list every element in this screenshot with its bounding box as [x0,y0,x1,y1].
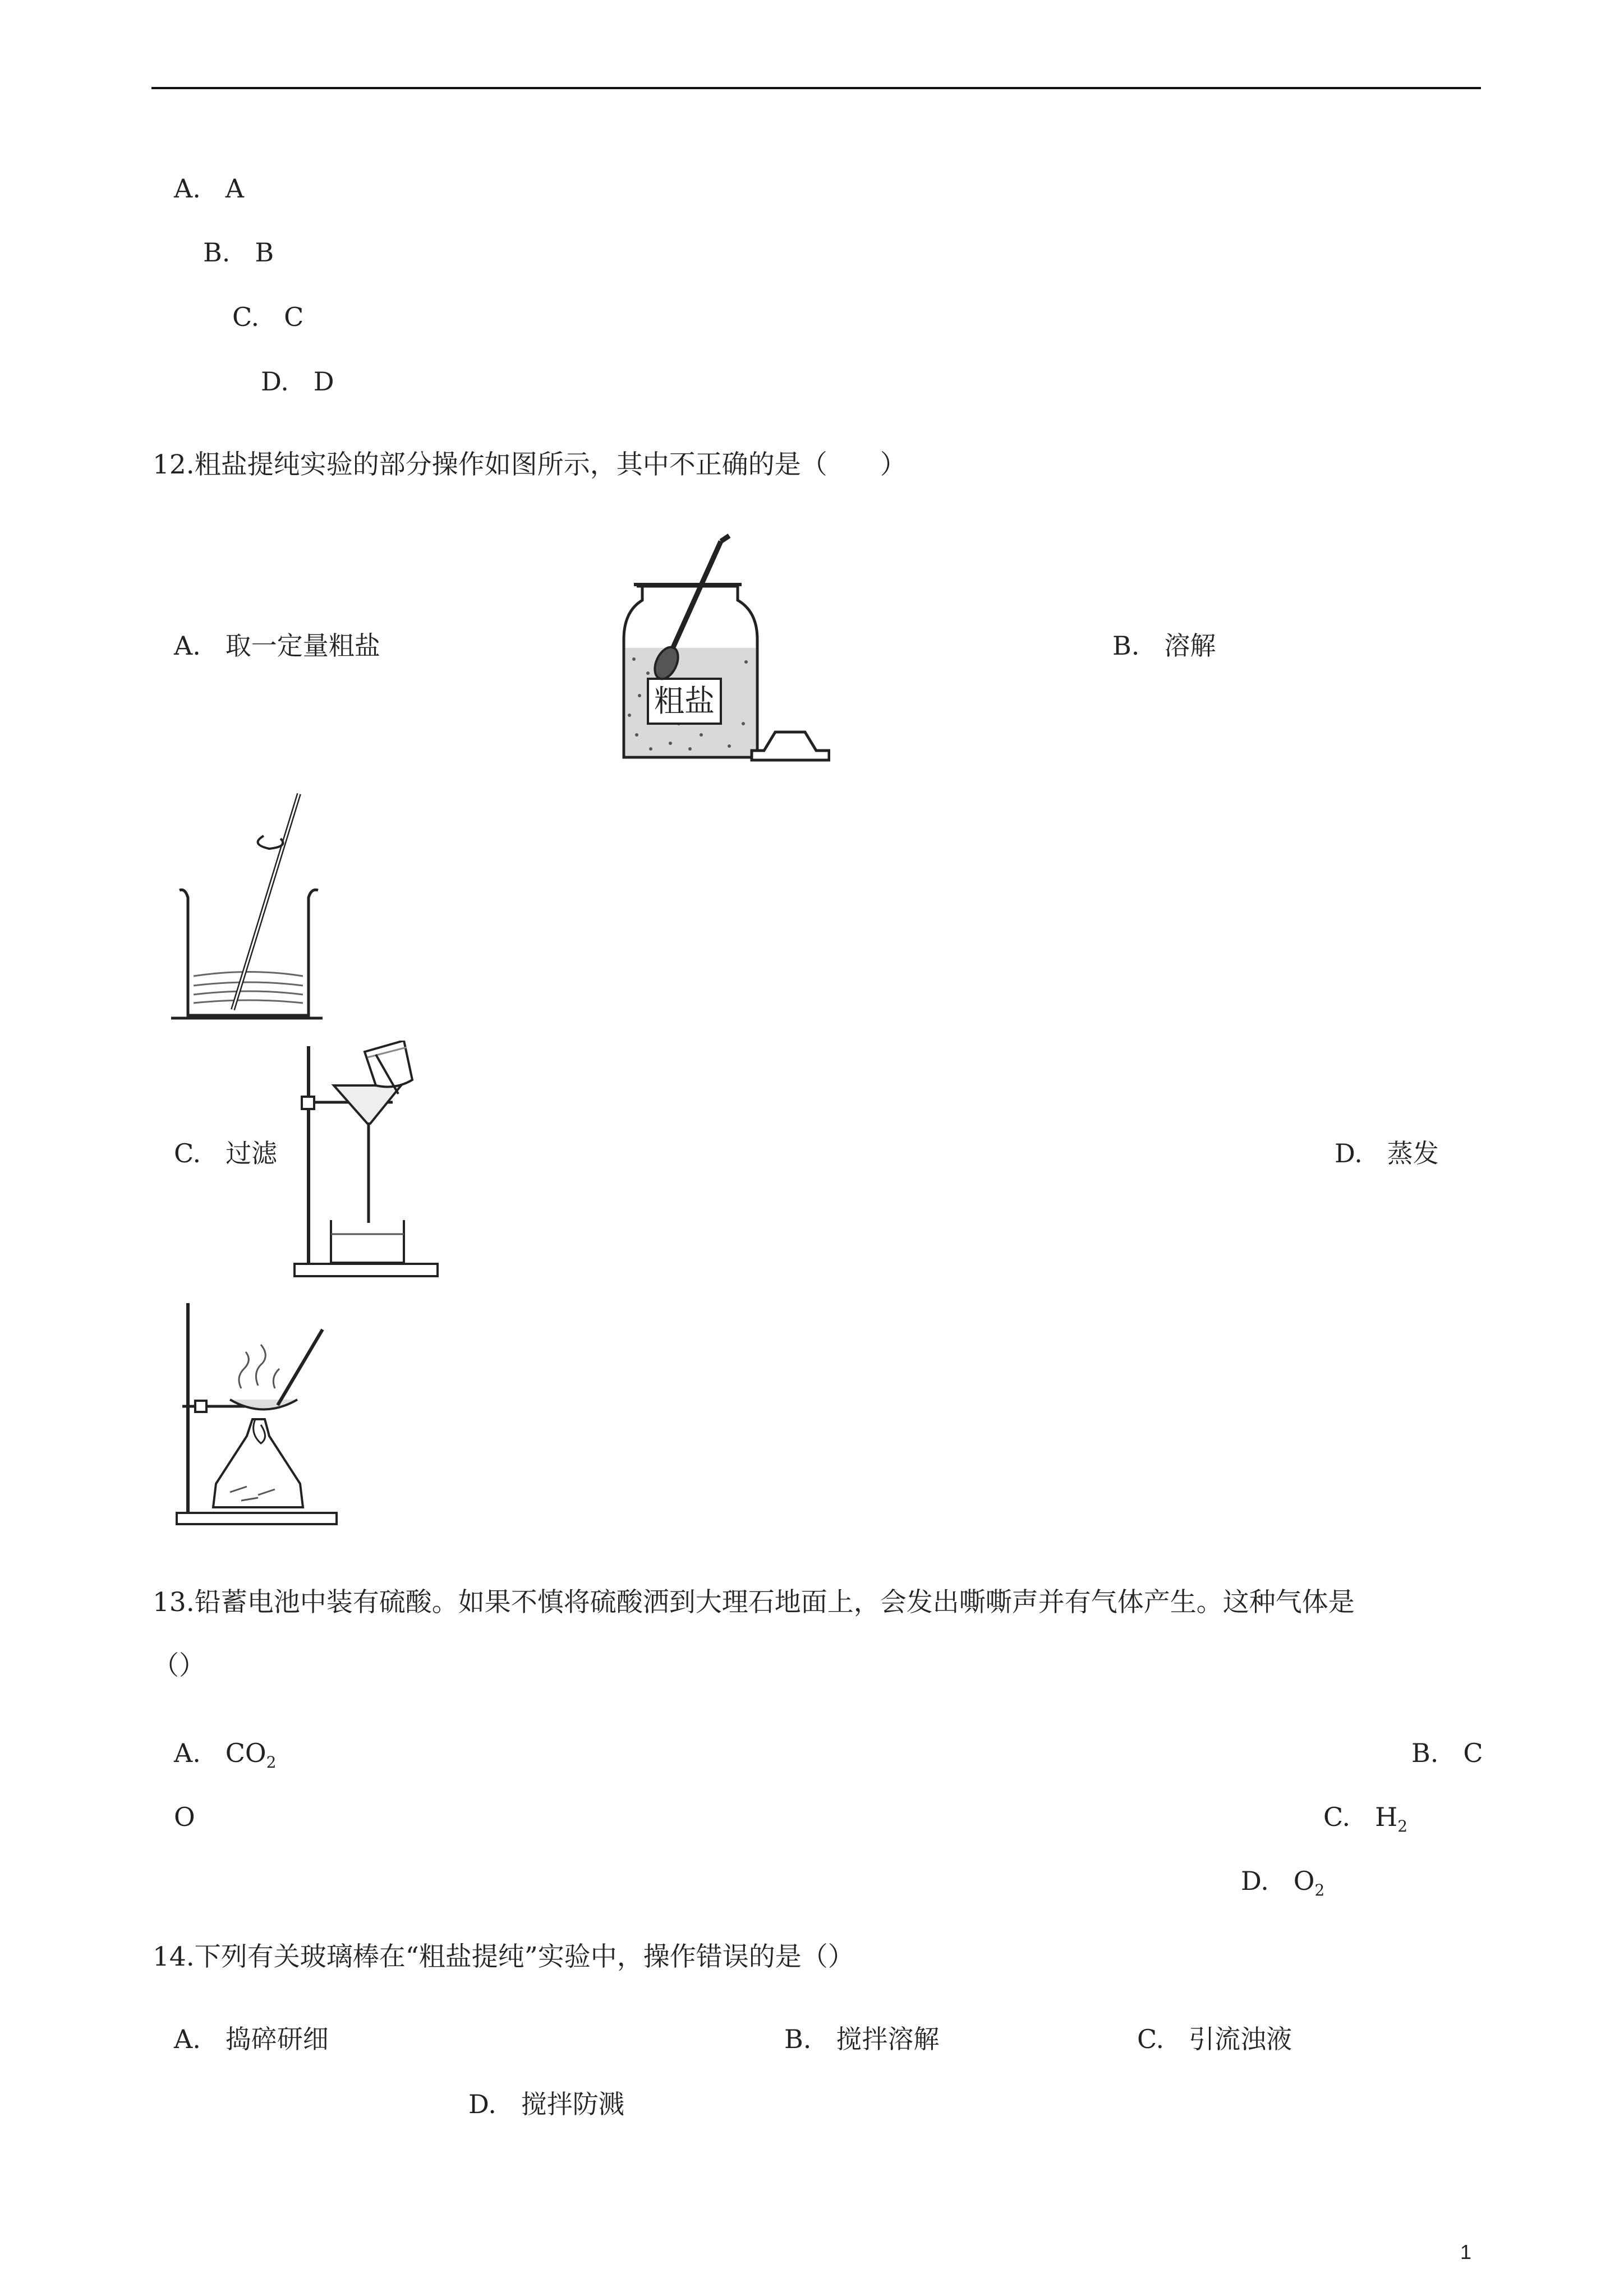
q13-option-b-wrap: O [174,1802,195,1832]
q11-option-d[interactable]: D. D [261,366,334,397]
q12-option-d[interactable]: D. 蒸发 [1335,1138,1439,1168]
figure-filtration [292,1041,454,1287]
evaporation-illustration [174,1299,342,1529]
q14-option-a[interactable]: A. 捣碎研细 [174,2024,329,2054]
header-rule [151,87,1481,89]
figure-salt-bottle [617,533,830,763]
q12-option-c[interactable]: C. 过滤 [174,1138,278,1168]
q14-stem: 14.下列有关玻璃棒在“粗盐提纯”实验中，操作错误的是（） [153,1941,854,1972]
jar-label: 粗盐 [654,683,715,719]
page-number: 1 [1460,2240,1472,2263]
q12-option-a[interactable]: A. 取一定量粗盐 [174,631,380,661]
beaker-stirring-illustration [171,788,328,1024]
q14-option-b[interactable]: B. 搅拌溶解 [784,2024,940,2054]
q13-option-c[interactable]: C. $H_2$ [1323,1802,1408,1835]
figure-evaporation [174,1299,342,1529]
q11-option-c[interactable]: C. C [232,302,304,332]
q13-option-a[interactable]: A. $CO_2$ [174,1738,277,1772]
q12-stem: 12.粗盐提纯实验的部分操作如图所示，其中不正确的是（ ） [153,449,907,480]
figure-dissolve-beaker [171,788,328,1024]
q13-option-b[interactable]: B. C [1411,1738,1483,1768]
q14-option-d[interactable]: D. 搅拌防溅 [468,2089,624,2119]
q13-stem: 13.铅蓄电池中装有硫酸。如果不慎将硫酸洒到大理石地面上，会发出嘶嘶声并有气体产生。这种气体是 [153,1587,1355,1618]
q13-stem-cont: （） [153,1650,205,1681]
q12-option-b[interactable]: B. 溶解 [1112,631,1216,661]
q11-option-b[interactable]: B. B [203,237,274,268]
salt-bottle-illustration [617,533,830,763]
q13-option-d[interactable]: D. $O_2$ [1241,1866,1325,1899]
filtration-illustration [292,1041,454,1287]
q11-option-a[interactable]: A. A [174,173,244,204]
q14-option-c[interactable]: C. 引流浊液 [1137,2024,1292,2054]
